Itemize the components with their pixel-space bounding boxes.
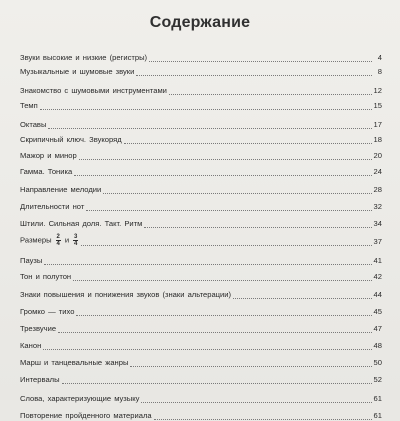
toc-entry — [20, 254, 382, 266]
toc-entry-page: 20 — [373, 151, 382, 160]
toc-entry — [20, 165, 382, 177]
toc-entry-page: 48 — [373, 341, 382, 350]
toc-entry — [20, 200, 382, 212]
toc-entry-title: Звуки высокие и низкие (регистры) — [20, 53, 148, 62]
toc-entry-page: 18 — [373, 135, 382, 144]
toc-entry-page: 12 — [373, 86, 382, 95]
toc-entry-page: 52 — [373, 375, 382, 384]
dot-leader — [74, 167, 371, 176]
toc-entry — [20, 133, 382, 145]
page-title: Содержание — [149, 14, 251, 31]
toc-entry-title: Скрипичный ключ. Звукоряд — [20, 135, 122, 144]
toc-entry-page: 61 — [373, 411, 382, 420]
toc-entry-title: Трезвучие — [20, 324, 57, 333]
toc-entry — [20, 373, 382, 385]
toc-entry — [20, 99, 382, 111]
toc-entry-title: Темп — [20, 101, 38, 110]
toc-entry — [20, 288, 382, 300]
dot-leader — [86, 202, 371, 211]
toc-entry-title: Октавы — [20, 120, 47, 129]
toc-entry-page: 4 — [377, 53, 382, 62]
toc-entry — [20, 356, 382, 368]
dot-leader — [124, 135, 372, 144]
dot-leader — [141, 394, 371, 403]
toc-entry-title: Направление мелодии — [20, 185, 102, 194]
toc-entry-title: Гамма. Тоника — [20, 167, 73, 176]
dot-leader — [76, 307, 371, 316]
toc-entry — [20, 392, 382, 404]
toc-entry — [20, 409, 382, 421]
toc-entry-title: Тон и полутон — [20, 272, 72, 281]
dot-leader — [40, 101, 372, 110]
dot-leader — [73, 272, 371, 281]
dot-leader — [154, 411, 372, 420]
dot-leader — [144, 219, 371, 228]
dot-leader — [48, 120, 371, 129]
dot-leader — [103, 185, 371, 194]
toc-entry-page: 17 — [373, 120, 382, 129]
dot-leader — [81, 237, 371, 246]
toc-entry-page: 34 — [373, 219, 382, 228]
toc-entry-page: 41 — [373, 256, 382, 265]
toc-entry-title: Повторение пройденного материала — [20, 411, 152, 420]
toc-entry-title: Марш и танцевальные жанры — [20, 358, 129, 367]
time-signature-fraction: $\frac{2}{4}$ — [56, 234, 60, 247]
dot-leader — [62, 375, 372, 384]
dot-leader — [149, 53, 372, 62]
toc-entry-page: 47 — [373, 324, 382, 333]
dot-leader — [136, 67, 372, 76]
toc-entry-page: 28 — [373, 185, 382, 194]
toc-entry-page: 42 — [373, 272, 382, 281]
time-signature-fraction: $\frac{3}{4}$ — [74, 234, 78, 247]
dot-leader — [44, 256, 371, 265]
toc-entry — [20, 305, 382, 317]
dot-leader — [130, 358, 371, 367]
toc-entry-page: 45 — [373, 307, 382, 316]
dot-leader — [79, 151, 372, 160]
toc-entry-page: 61 — [373, 394, 382, 403]
toc-entry-page: 24 — [373, 167, 382, 176]
toc-entry — [20, 270, 382, 282]
toc-entry — [20, 235, 382, 247]
toc-entry — [20, 65, 382, 77]
toc-entry-title: Слова, характеризующие музыку — [20, 394, 140, 403]
toc-entry-page: 15 — [373, 101, 382, 110]
toc-entry — [20, 183, 382, 195]
toc-entry-page: 32 — [373, 202, 382, 211]
toc-entry-title: Громко — тихо — [20, 307, 75, 316]
toc-entry-page: 37 — [373, 237, 382, 246]
dot-leader — [58, 324, 371, 333]
dot-leader — [233, 290, 372, 299]
toc-entry — [20, 339, 382, 351]
toc-entry — [20, 217, 382, 229]
toc-entry-title: Интервалы — [20, 375, 60, 384]
toc-entry-page: 44 — [373, 290, 382, 299]
dot-leader — [169, 86, 372, 95]
toc-entry — [20, 322, 382, 334]
toc-entry-title: Паузы — [20, 256, 43, 265]
toc-entry-title-text: Размеры — [20, 235, 52, 245]
toc-entry-title: Длительности нот — [20, 202, 85, 211]
toc-entry-title: Канон — [20, 341, 42, 350]
toc-entry — [20, 84, 382, 96]
toc-entry-title — [20, 234, 81, 247]
conjunction: и — [64, 235, 70, 245]
toc-entry — [20, 118, 382, 130]
toc-entry — [20, 149, 382, 161]
toc-entry-title: Музыкальные и шумовые звуки — [20, 67, 135, 76]
toc-entry-title: Мажор и минор — [20, 151, 77, 160]
toc-entry-title: Знаки повышения и понижения звуков (знаки альтерации) — [20, 290, 232, 299]
toc-entry-page: 50 — [373, 358, 382, 367]
dot-leader — [43, 341, 371, 350]
toc-entry-title: Знакомство с шумовыми инструментами — [20, 86, 167, 95]
toc-entry-title: Штили. Сильная доля. Такт. Ритм — [20, 219, 143, 228]
toc-entry — [20, 51, 382, 63]
toc-entry-page: 8 — [377, 67, 382, 76]
